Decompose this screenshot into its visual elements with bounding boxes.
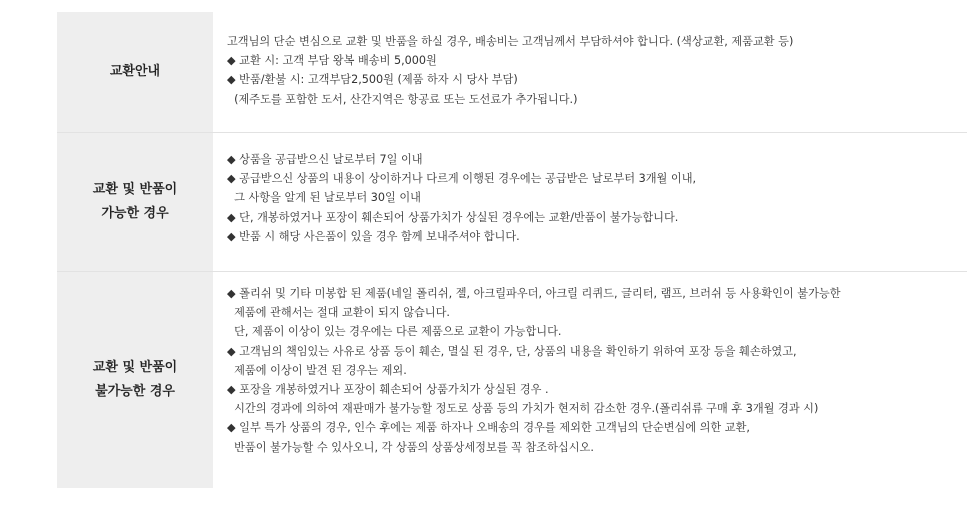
return-impossible-content [213,272,967,488]
info-line: ◆ 폴리쉬 및 기타 미봉합 된 제품(네일 폴리쉬, 젤, 아크릴파우더, 아크릴 리퀴드, 글리터, 램프, 브러쉬 등 사용확인이 불가능한 [227,287,841,300]
row-header-line: 교환안내 [109,64,161,79]
info-line: 고객님의 단순 변심으로 교환 및 반품을 하실 경우, 배송비는 고객님께서 부담하셔야 합니다. (색상교환, 제품교환 등) [227,35,794,48]
info-line: ◆ 상품을 공급받으신 날로부터 7일 이내 [227,153,423,166]
info-line: ◆ 교환 시: 고객 부담 왕복 배송비 5,000원 [227,54,437,68]
exchange-return-info-table [57,12,967,488]
return-possible-content [213,133,967,271]
info-line: 시간의 경과에 의하여 재판매가 불가능할 정도로 상품 등의 가치가 현저히 감소한 경우.(폴리쉬류 구매 후 3개월 경과 시) [227,402,819,416]
exchange-info-content [213,12,967,132]
info-line: ◆ 일부 특가 상품의 경우, 인수 후에는 제품 하자나 오배송의 경우를 제외한 고객님의 단순변심에 의한 교환, [227,421,750,435]
row-header-line: 가능한 경우 [101,206,169,221]
exchange-info-header [57,12,213,132]
info-line: ◆ 포장을 개봉하였거나 포장이 훼손되어 상품가치가 상실된 경우 . [227,383,549,397]
info-line: 제품에 이상이 발견 된 경우는 제외. [227,363,407,377]
row-header-line: 교환 및 반품이 [92,182,178,197]
info-line: ◆ 반품 시 해당 사은품이 있을 경우 함께 보내주셔야 합니다. [227,229,520,243]
row-header-line: 불가능한 경우 [95,384,175,399]
info-line: (제주도를 포함한 도서, 산간지역은 항공료 또는 도선료가 추가됩니다.) [227,92,578,106]
exchange-info-row [57,12,967,133]
return-possible-header [57,133,213,271]
return-impossible-row [57,272,967,488]
info-line: ◆ 고객님의 책임있는 사유로 상품 등이 훼손, 멸실 된 경우, 단, 상품의 내용을 확인하기 위하여 포장 등을 훼손하였고, [227,344,797,358]
info-line: ◆ 단, 개봉하였거나 포장이 훼손되어 상품가치가 상실된 경우에는 교환/반품이 불가능합니다. [227,210,679,224]
info-line: 그 사항을 알게 된 날로부터 30일 이내 [227,191,421,205]
row-header-line: 교환 및 반품이 [92,360,178,375]
info-line: ◆ 공급받으신 상품의 내용이 상이하거나 다르게 이행된 경우에는 공급받은 날로부터 3개월 이내, [227,172,697,186]
info-line: 제품에 관해서는 절대 교환이 되지 않습니다. [227,306,450,320]
info-line: ◆ 반품/환불 시: 고객부담2,500원 (제품 하자 시 당사 부담) [227,73,518,87]
return-impossible-header [57,272,213,488]
info-line: 단, 제품이 이상이 있는 경우에는 다른 제품으로 교환이 가능합니다. [227,325,562,339]
return-possible-row [57,133,967,272]
info-line: 반품이 불가능할 수 있사오니, 각 상품의 상품상세정보를 꼭 참조하십시오. [227,440,594,454]
